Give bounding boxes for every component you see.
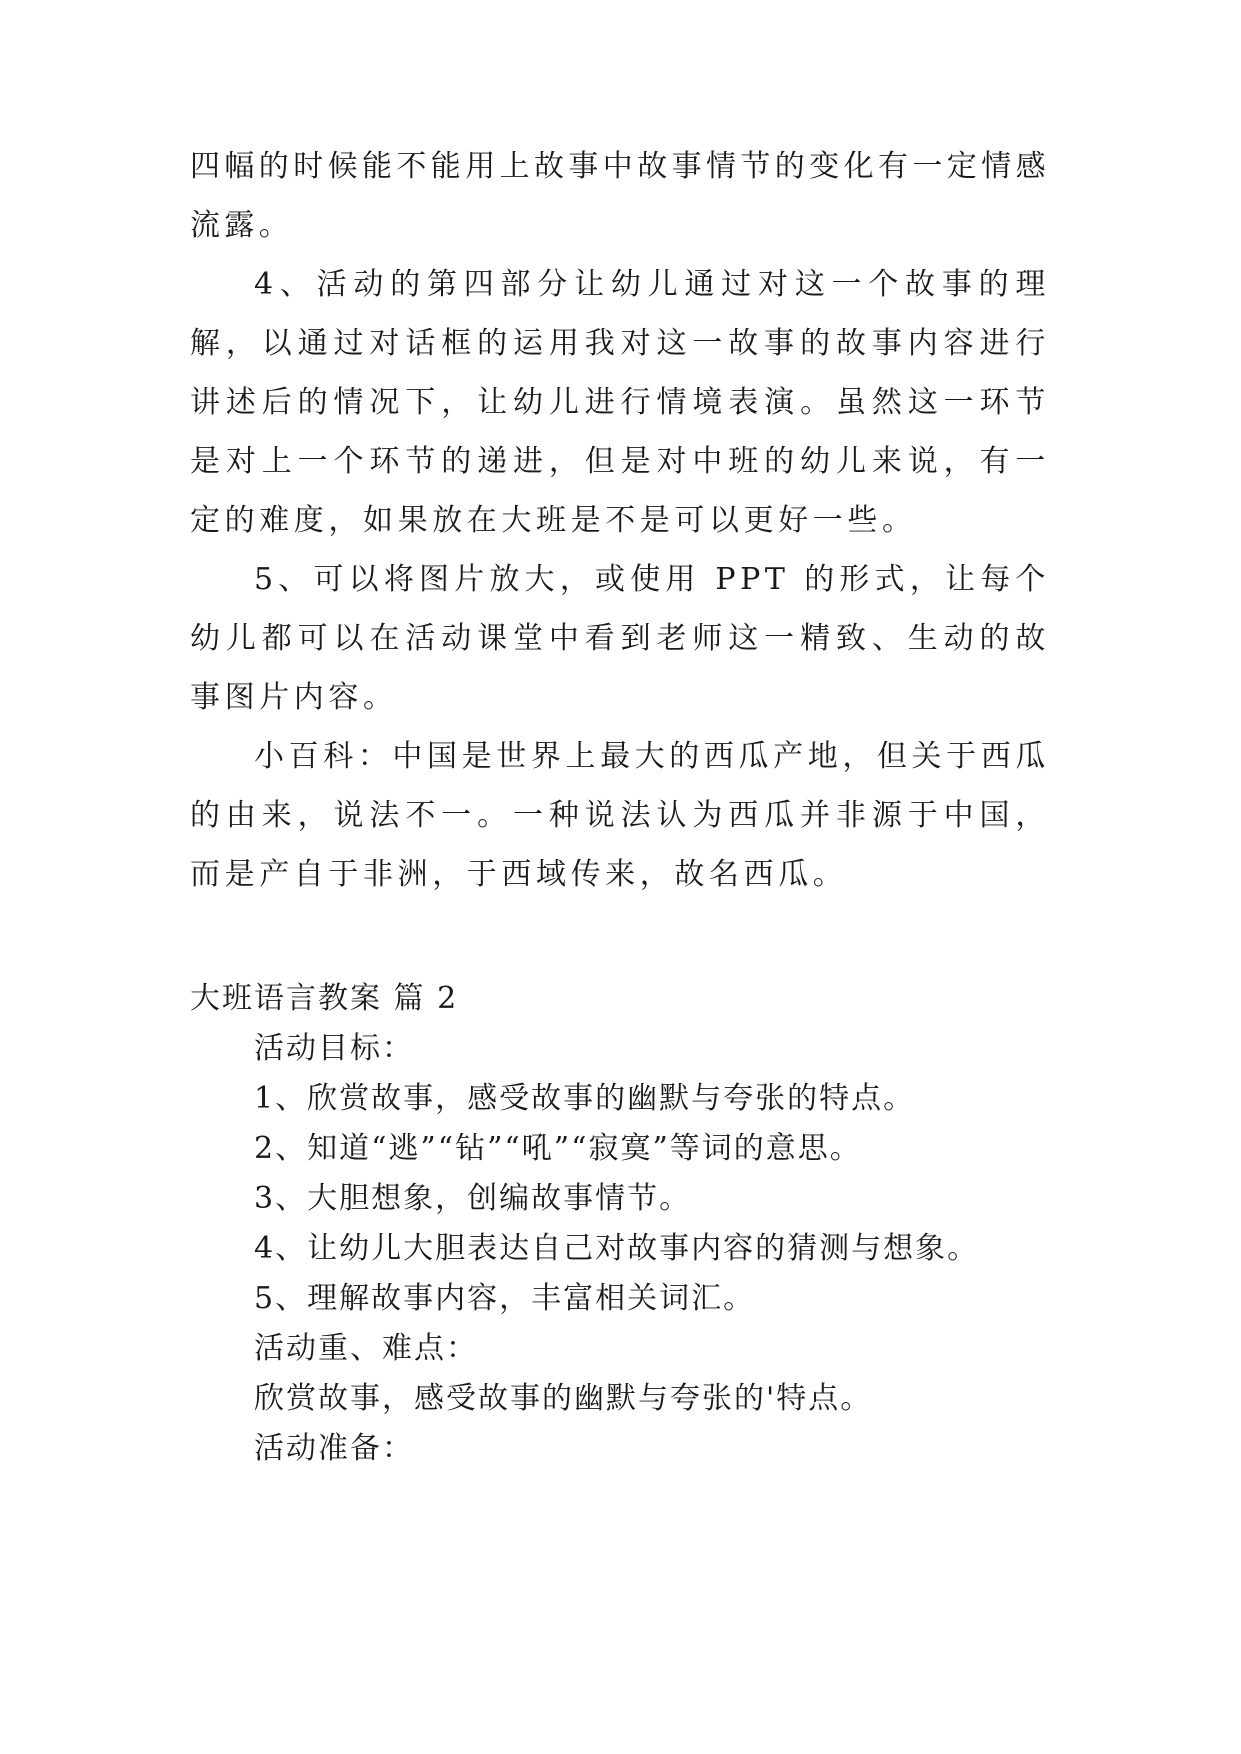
key-points-label: 活动重、难点： xyxy=(254,1331,478,1366)
section-2-title: 大班语言教案 篇 2 xyxy=(190,981,459,1016)
paragraph-item-5: 5、可以将图片放大，或使用 PPT 的形式，让每个幼儿都可以在活动课堂中看到老师这一精致、生动的故事图片内容。 xyxy=(190,562,1050,715)
paragraph-item-4: 4、活动的第四部分让幼儿通过对这一个故事的理解，以通过对话框的运用我对这一故事的故事内容进行讲述后的情况下，让幼儿进行情境表演。虽然这一环节是对上一个环节的递进，但是对中班的幼儿来说，有一定的难度，如果放在大班是不是可以更好一些。 xyxy=(190,267,1050,538)
goal-item: 1、欣赏故事，感受故事的幽默与夸张的特点。 xyxy=(254,1081,916,1116)
preparation-label: 活动准备： xyxy=(254,1431,414,1466)
goals-label: 活动目标： xyxy=(254,1031,414,1066)
paragraph-continued: 四幅的时候能不能用上故事中故事情节的变化有一定情感流露。 xyxy=(190,149,1050,243)
goal-item: 5、理解故事内容，丰富相关词汇。 xyxy=(254,1281,756,1316)
goal-item: 2、知道“逃”“钻”“吼”“寂寞”等词的意思。 xyxy=(254,1131,862,1166)
section-2 xyxy=(190,974,1050,1474)
goal-item: 4、让幼儿大胆表达自己对故事内容的猜测与想象。 xyxy=(254,1231,980,1266)
paragraph-encyclopedia: 小百科：中国是世界上最大的西瓜产地，但关于西瓜的由来，说法不一。一种说法认为西瓜并非源于中国，而是产自于非洲，于西域传来，故名西瓜。 xyxy=(190,739,1050,892)
key-points-text: 欣赏故事，感受故事的幽默与夸张的'特点。 xyxy=(254,1381,873,1416)
goal-item: 3、大胆想象，创编故事情节。 xyxy=(254,1181,692,1216)
section-1-continuation xyxy=(190,137,1050,904)
